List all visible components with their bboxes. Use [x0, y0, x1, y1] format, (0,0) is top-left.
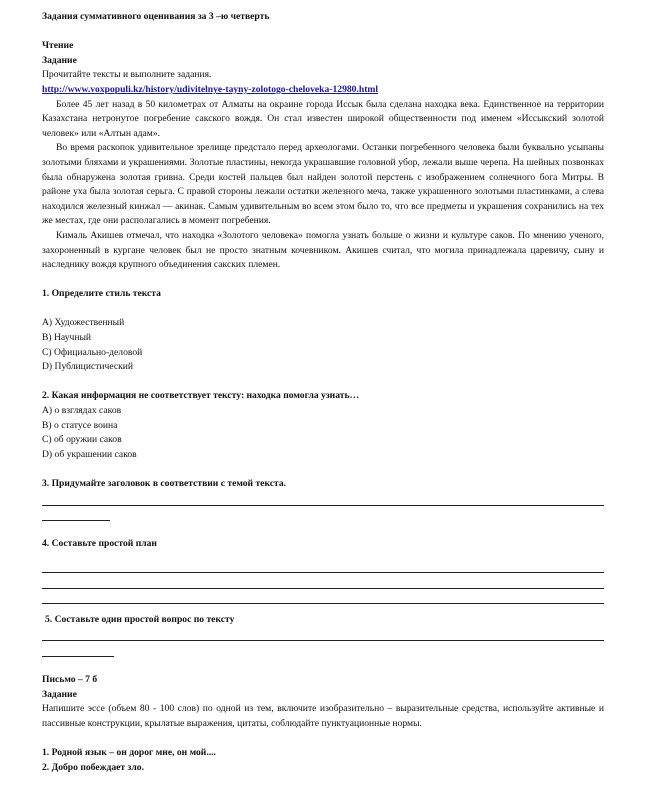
question-2: 2. Какая информация не соответствует тексту: находка помогла узнать… — [42, 390, 360, 402]
question-4: 4. Составьте простой план — [42, 538, 157, 550]
spacer — [42, 302, 604, 317]
q2-option-d: D) об украшении саков — [42, 448, 137, 460]
question-5: 5. Составьте один простой вопрос по тексту — [45, 613, 235, 625]
spacer — [42, 552, 604, 559]
essay-topic-1: 1. Родной язык – он дорог мне, он мой.... — [42, 747, 216, 759]
spacer — [42, 732, 604, 747]
reading-instruction: Прочитайте тексты и выполните задания. — [42, 69, 212, 81]
q1-option-b: В) Научный — [42, 332, 92, 344]
q2-option-b: В) о статусе воина — [42, 419, 118, 431]
q1-option-d: D) Публицистический — [42, 361, 134, 373]
spacer — [42, 25, 604, 40]
q1-option-c: С) Официально-деловой — [42, 346, 143, 358]
answer-line[interactable] — [42, 575, 604, 589]
reading-section-heading: Чтение — [42, 40, 74, 52]
essay-topic-2: 2. Добро побеждает зло. — [42, 761, 144, 773]
question-1: 1. Определите стиль текста — [42, 288, 161, 300]
writing-instruction: Напишите эссе (объем 80 - 100 слов) по одной из тем, включите изобразительно – выразительные средства, используйте активные и пассивные конструкции, крылатые выражения, цитаты, соблюдайте пунктуационные нормы. — [42, 703, 604, 729]
text-paragraph-2: Во время раскопок удивительное зрелище предстало перед археологами. Останки погребенного человека были буквально усыпаны золотыми бляхами и украшениями. Золотые пластины, некогда украшавшие головной убор, лежали выше черепа. На шейных позвонках была обнаружена золотая гривна. Среди костей пальцев был найден золотой перстень с изображением солнечного бога Митры. В районе уха была золотая серьга. С правой стороны лежали остатки железного меча, также украшенного золотыми пластинками, а слева находился железный кинжал — акинак. Самым удивительным во всем этом было то, что все предметы и украшения сохранились на тех же местах, где они располагались в момент погребения. — [42, 142, 604, 227]
answer-line[interactable] — [42, 627, 604, 641]
spacer — [42, 375, 604, 390]
spacer — [42, 606, 604, 613]
answer-line[interactable] — [42, 643, 114, 657]
writing-task-label: Задание — [42, 688, 77, 700]
q2-option-a: А) о взглядах саков — [42, 405, 122, 417]
page-title: Задания суммативного оценивания за 3 –ю четверть — [42, 11, 270, 22]
writing-section-heading: Письмо – 7 б — [42, 674, 98, 686]
q2-option-c: С) об оружии саков — [42, 434, 122, 446]
source-link[interactable]: http://www.voxpopuli.kz/history/udivitelnye-tayny-zolotogo-cheloveka-12980.html — [42, 83, 379, 95]
answer-line[interactable] — [42, 590, 604, 604]
spacer — [42, 659, 604, 674]
answer-line[interactable] — [42, 507, 110, 521]
answer-line[interactable] — [42, 559, 604, 573]
reading-task-label: Задание — [42, 54, 77, 66]
spacer — [42, 462, 604, 477]
text-paragraph-1: Более 45 лет назад в 50 километрах от Алматы на окраине города Иссык была сделана находка века. Единственное на территории Казахстана нетронутое погребение сакского вождя. Он стал известен широкой общественности под именем «Иссыкский золотой человек» или «Алтын адам». — [42, 98, 604, 139]
spacer — [42, 273, 604, 288]
text-paragraph-3: Кималь Акишев отмечал, что находка «Золотого человека» помогла узнать больше о жизни и культуре саков. По мнению ученого, захороненный в кургане человек был не просто знатным кочевником. Акишев считал, что могила принадлежала царевичу, сыну и наследнику вождя крупного объединения сакских племен. — [42, 229, 604, 271]
spacer — [42, 523, 604, 538]
question-3: 3. Придумайте заголовок в соответствии с темой текста. — [42, 478, 287, 489]
q1-option-a: А) Художественный — [42, 317, 125, 329]
worksheet-page — [42, 10, 604, 775]
answer-line[interactable] — [42, 492, 604, 506]
